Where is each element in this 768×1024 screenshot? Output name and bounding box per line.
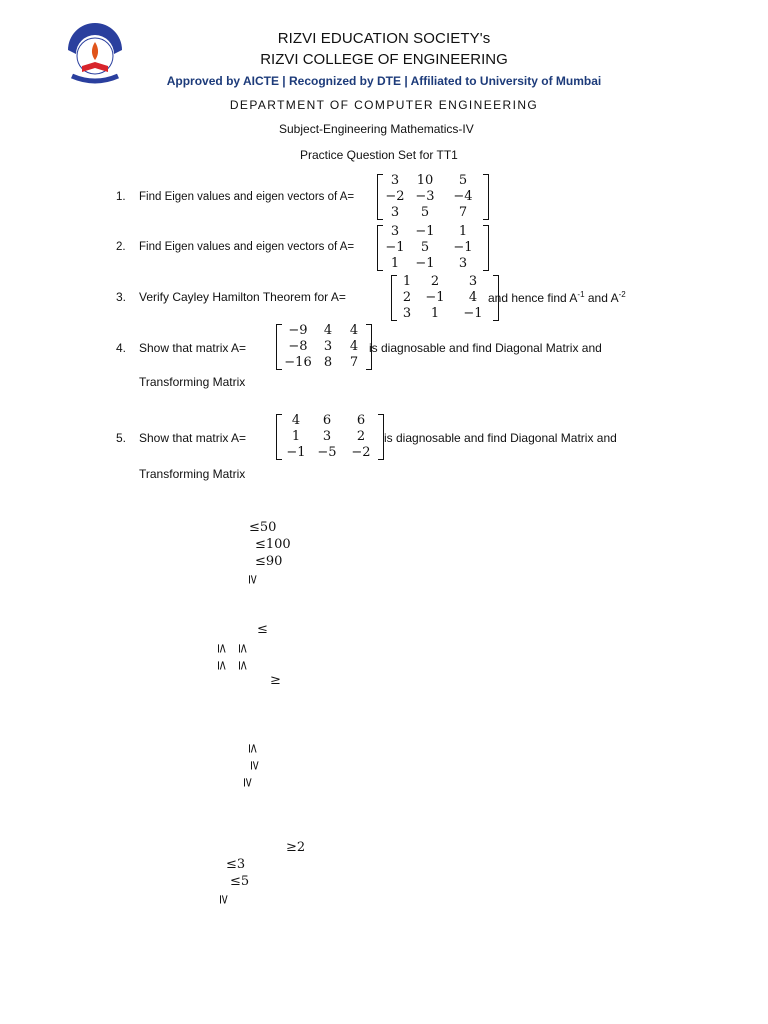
- inequality-symbol: ≤: [244, 743, 260, 754]
- matrix-cell: 3: [468, 274, 478, 289]
- matrix-cell: 3: [390, 205, 400, 220]
- question-text: Show that matrix A=: [139, 341, 247, 355]
- matrix-cell: 3: [402, 306, 412, 321]
- inequality-symbol: ≥2: [286, 840, 306, 855]
- matrix-cell: 1: [430, 306, 440, 321]
- matrix-cell: 2: [430, 274, 440, 289]
- department-title: DEPARTMENT OF COMPUTER ENGINEERING: [229, 98, 539, 112]
- matrix-a: [377, 224, 489, 272]
- matrix-cell: 2: [356, 429, 366, 444]
- question-suffix: is diagnosable and find Diagonal Matrix and: [369, 341, 602, 355]
- matrix-cell: −4: [453, 189, 473, 204]
- question-number: 1.: [116, 191, 126, 203]
- matrix-cell: −1: [425, 290, 445, 305]
- matrix-cell: 3: [322, 429, 332, 444]
- matrix-cell: −16: [284, 355, 312, 370]
- inequality-symbol: ≤: [234, 660, 250, 671]
- question-text: Find Eigen values and eigen vectors of A=: [139, 241, 355, 253]
- matrix-cell: 3: [458, 256, 468, 271]
- college-name: RIZVI COLLEGE OF ENGINEERING: [260, 51, 508, 68]
- matrix-cell: 3: [390, 224, 400, 239]
- question-number: 4.: [116, 341, 127, 355]
- inequality-symbol: ≤: [213, 643, 229, 654]
- matrix-cell: 4: [323, 323, 333, 338]
- question-number: 5.: [116, 431, 127, 445]
- matrix-a: [276, 323, 372, 371]
- matrix-cell: 1: [458, 224, 468, 239]
- matrix-cell: 1: [291, 429, 301, 444]
- matrix-cell: −1: [463, 306, 483, 321]
- inequality-symbol: ≤90: [255, 554, 283, 569]
- matrix-cell: 7: [349, 355, 359, 370]
- inequality-symbol: ≥: [244, 574, 260, 585]
- matrix-cell: 7: [458, 205, 468, 220]
- inequality-symbol: ≤50: [249, 520, 277, 535]
- practice-set-title: Practice Question Set for TT1: [300, 148, 458, 162]
- matrix-cell: −1: [286, 445, 306, 460]
- matrix-cell: 4: [468, 290, 478, 305]
- inequality-symbol: ≥: [215, 894, 231, 905]
- matrix-cell: 4: [349, 339, 359, 354]
- question-text: Find Eigen values and eigen vectors of A=: [139, 191, 355, 203]
- inequality-symbol: ≤3: [226, 857, 246, 872]
- matrix-cell: −9: [288, 323, 308, 338]
- question-number: 2.: [116, 241, 126, 253]
- matrix-cell: 8: [323, 355, 333, 370]
- question-continuation: Transforming Matrix: [139, 467, 246, 481]
- question-suffix: and hence find $A^{-1}$ and $A^{-2}$: [488, 290, 626, 305]
- matrix-cell: 1: [402, 274, 412, 289]
- inequality-symbol: ≤: [234, 643, 250, 654]
- question-number: 3.: [116, 290, 127, 304]
- matrix-cell: 4: [349, 323, 359, 338]
- matrix-cell: 5: [420, 240, 430, 255]
- matrix-cell: 5: [458, 173, 468, 188]
- question-text: Show that matrix A=: [139, 431, 247, 445]
- matrix-cell: −1: [453, 240, 473, 255]
- matrix-cell: 6: [356, 413, 366, 428]
- matrix-a: [377, 173, 489, 221]
- matrix-cell: 4: [291, 413, 301, 428]
- inequality-symbol: ≤: [257, 622, 268, 637]
- matrix-cell: 3: [390, 173, 400, 188]
- question-continuation: Transforming Matrix: [139, 375, 246, 389]
- matrix-cell: 6: [322, 413, 332, 428]
- matrix-a: [276, 413, 384, 461]
- approval-line: Approved by AICTE | Recognized by DTE | Affiliated to University of Mumbai: [166, 74, 602, 88]
- matrix-cell: −8: [288, 339, 308, 354]
- matrix-cell: 5: [420, 205, 430, 220]
- society-name: RIZVI EDUCATION SOCIETY's: [277, 30, 491, 47]
- matrix-cell: −5: [317, 445, 337, 460]
- matrix-cell: −2: [385, 189, 405, 204]
- matrix-cell: 1: [390, 256, 400, 271]
- matrix-cell: −1: [385, 240, 405, 255]
- inequality-symbol: ≤100: [255, 537, 291, 552]
- inequality-symbol: ≥: [270, 673, 281, 688]
- matrix-cell: 2: [402, 290, 412, 305]
- subject-line: Subject-Engineering Mathematics-IV: [279, 122, 474, 136]
- matrix-cell: −1: [415, 256, 435, 271]
- matrix-cell: 3: [323, 339, 333, 354]
- matrix-cell: −2: [351, 445, 371, 460]
- question-suffix: is diagnosable and find Diagonal Matrix and: [384, 431, 617, 445]
- inequality-symbol: ≥: [246, 760, 262, 771]
- matrix-a: [391, 274, 499, 322]
- matrix-cell: 10: [416, 173, 434, 188]
- inequality-symbol: ≥: [239, 777, 255, 788]
- inequality-symbol: ≤5: [230, 874, 250, 889]
- matrix-cell: −1: [415, 224, 435, 239]
- inequality-symbol: ≤: [213, 660, 229, 671]
- matrix-cell: −3: [415, 189, 435, 204]
- question-text: Verify Cayley Hamilton Theorem for A=: [139, 290, 346, 304]
